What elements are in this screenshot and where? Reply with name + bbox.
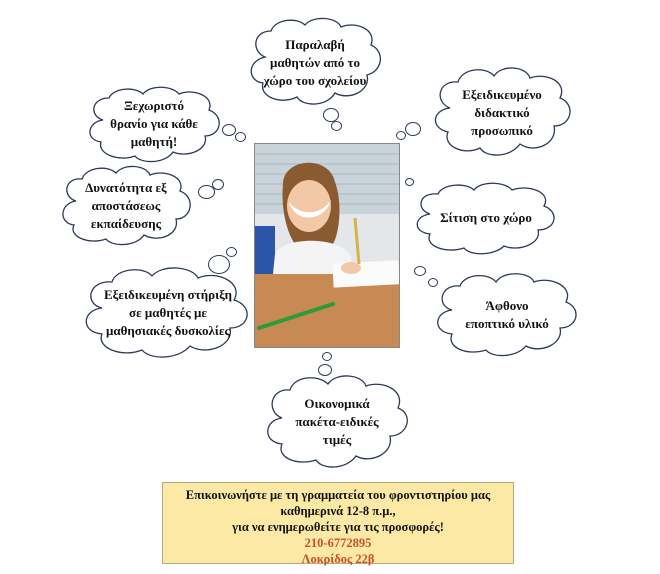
contact-phone: 210-6772895 [304, 536, 372, 550]
contact-line-2: καθημερινά 12-8 π.μ., [280, 504, 396, 518]
thought-bubble [331, 121, 342, 131]
cloud-catering [412, 182, 560, 254]
thought-bubble [396, 131, 406, 140]
cloud-support-text: Εξειδικευμένη στήριξη σε μαθητές με μαθησιακές δυσκολίες [103, 287, 233, 338]
thought-bubble [428, 278, 438, 287]
contact-box [162, 482, 514, 564]
cloud-specialized-staff-text: Εξειδικευμένο διδακτικό προσωπικό [462, 87, 542, 138]
student-photo [254, 143, 400, 348]
thought-bubble [226, 247, 237, 257]
cloud-support [80, 266, 256, 360]
thought-bubble [414, 266, 426, 276]
thought-bubble [208, 255, 230, 274]
student-illustration [255, 144, 399, 347]
contact-line-1: Επικοινωνήστε με τη γραμματεία του φροντιστηρίου μας [185, 488, 491, 502]
cloud-distance [58, 165, 194, 247]
cloud-desk [85, 86, 223, 162]
thought-bubble [212, 179, 224, 190]
cloud-pickup [245, 17, 385, 109]
cloud-specialized-staff [430, 66, 574, 160]
thought-bubble [405, 178, 414, 186]
thought-bubble [322, 352, 332, 361]
thought-bubble [318, 364, 332, 376]
contact-address: Λοκρίδος 22β [301, 552, 375, 566]
cloud-distance-text: Δυνατότητα εξ αποστάσεως εκπαίδευσης [85, 180, 167, 231]
cloud-materials [432, 272, 582, 358]
cloud-packages-text: Οικονομικά πακέτα-ειδικές τιμές [295, 396, 379, 447]
thought-bubble [405, 122, 421, 136]
cloud-materials-text: Άφθονο εποπτικό υλικό [465, 298, 549, 331]
contact-line-3: για να ενημερωθείτε για τις προσφορές! [232, 520, 444, 534]
cloud-catering-text: Σίτιση στο χώρο [440, 210, 532, 225]
cloud-pickup-text: Παραλαβή μαθητών από το χώρο του σχολείου [263, 37, 367, 88]
thought-bubble [323, 108, 339, 122]
thought-bubble [222, 124, 236, 136]
thought-bubble [235, 132, 246, 142]
cloud-packages [262, 374, 412, 470]
cloud-desk-text: Ξεχωριστό θρανίο για κάθε μαθητή! [110, 98, 198, 149]
